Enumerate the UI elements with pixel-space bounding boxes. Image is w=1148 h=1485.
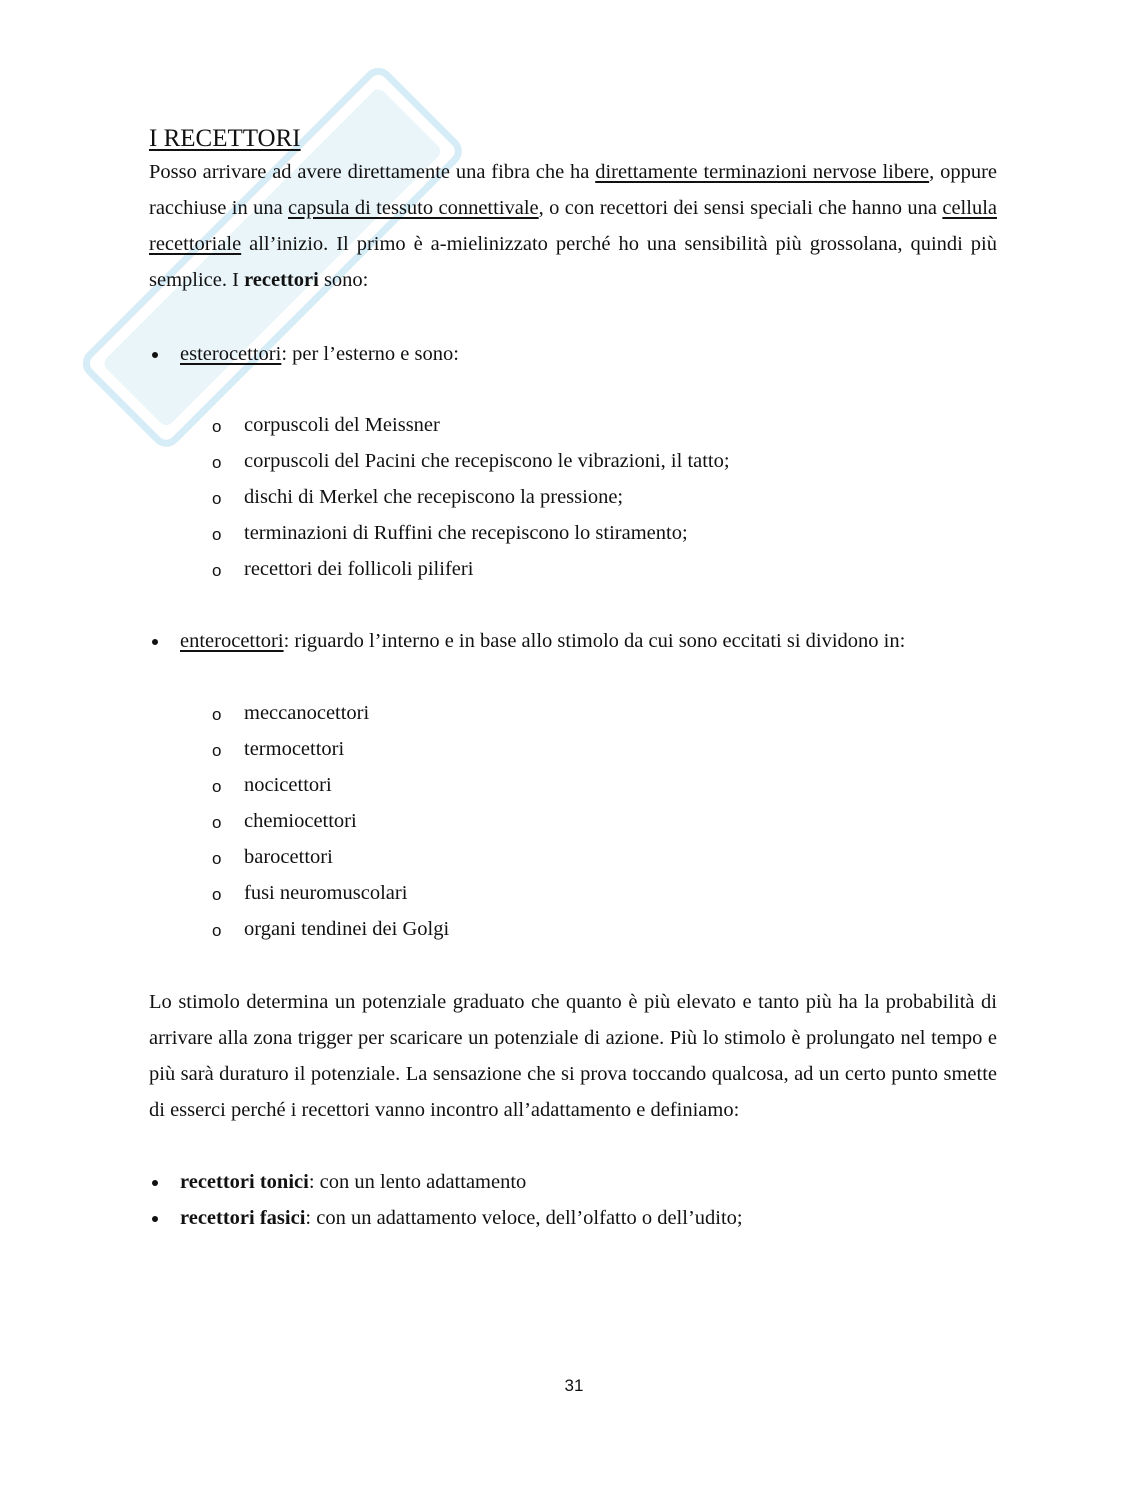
list-item: o fusi neuromuscolari (212, 875, 997, 911)
underlined-term: capsula di tessuto connettivale (288, 197, 539, 219)
list-item: o nocicettori (212, 767, 997, 803)
underlined-term: cellula recettoriale (149, 197, 997, 255)
list-item: o organi tendinei dei Golgi (212, 911, 997, 947)
enterocettori-sublist (149, 695, 997, 947)
page-content (149, 124, 997, 1236)
list-item: recettori fasici: con un adattamento veloce, dell’olfatto o dell’udito; (149, 1200, 997, 1236)
bold-term: recettori tonici (180, 1171, 309, 1193)
list-item: enterocettori: riguardo l’interno e in base allo stimolo da cui sono eccitati si dividono in: (149, 623, 997, 659)
section-heading: I RECETTORI (149, 125, 301, 152)
bold-term: recettori fasici (180, 1207, 306, 1229)
list-item: o recettori dei follicoli piliferi (212, 551, 997, 587)
list-item: recettori tonici: con un lento adattamento (149, 1164, 997, 1200)
list-item: o meccanocettori (212, 695, 997, 731)
bold-term: recettori (244, 269, 319, 291)
esterocettori-bullet (149, 336, 997, 372)
enterocettori-term: enterocettori (180, 630, 284, 652)
adaptation-list (149, 1164, 997, 1236)
esterocettori-sublist (149, 407, 997, 587)
esterocettori-term: esterocettori (180, 343, 282, 365)
intro-paragraph: Posso arrivare ad avere direttamente una fibra che ha direttamente terminazioni nervose libere, oppure racchiuse in una capsula di tessuto connettivale, o con recettori dei sensi speciali che hanno una cellula recettoriale all’inizio. Il primo è a-mielinizzato perché ho una sensibilità più grossolana, quindi più semplice. I recettori sono: (149, 161, 997, 291)
underlined-term: direttamente terminazioni nervose libere (595, 161, 930, 183)
list-item: esterocettori: per l’esterno e sono: (149, 336, 997, 372)
list-item: o termocettori (212, 731, 997, 767)
adaptation-paragraph: Lo stimolo determina un potenziale graduato che quanto è più elevato e tanto più ha la probabilità di arrivare alla zona trigger per scaricare un potenziale di azione. Più lo stimolo è prolungato nel tempo e più sarà duraturo il potenziale. La sensazione che si prova toccando qualcosa, ad un certo punto smette di esserci perché i recettori vanno incontro all’adattamento e definiamo: (149, 991, 997, 1121)
list-item: o terminazioni di Ruffini che recepiscono lo stiramento; (212, 515, 997, 551)
list-item: o corpuscoli del Pacini che recepiscono le vibrazioni, il tatto; (212, 443, 997, 479)
list-item: o chemiocettori (212, 803, 997, 839)
list-item: o corpuscoli del Meissner (212, 407, 997, 443)
enterocettori-bullet (149, 623, 997, 659)
list-item: o dischi di Merkel che recepiscono la pressione; (212, 479, 997, 515)
page-number: 31 (564, 1376, 584, 1395)
list-item: o barocettori (212, 839, 997, 875)
